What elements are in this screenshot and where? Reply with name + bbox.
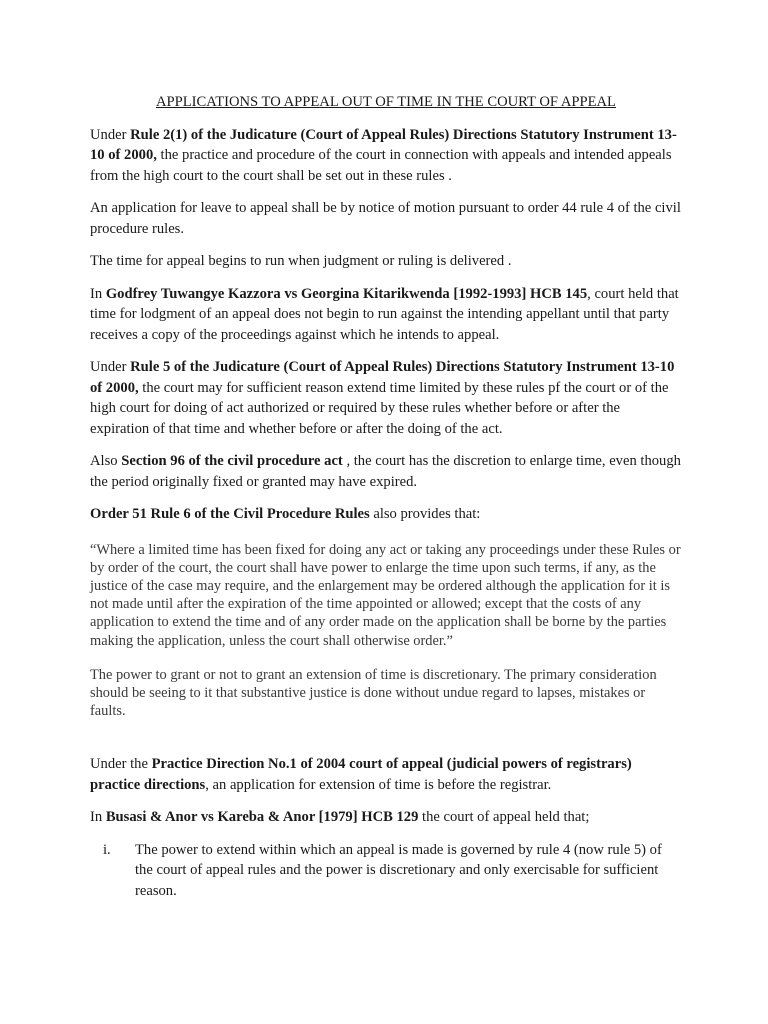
- text-run: , court held that time for lodgment of an appeal does not begin to run against the intending appellant until that party receives a copy of the proceedings against which he intends to appeal.: [90, 285, 679, 343]
- paragraph-leave-to-appeal: An application for leave to appeal shall be by notice of motion pursuant to order 44 rule 4 of the civil procedure rules.: [90, 200, 681, 237]
- citation-bold: Rule 5 of the Judicature (Court of Appeal Rules) Directions Statutory Instrument 13-10 of 2000,: [90, 359, 675, 396]
- paragraph-kazzora-case: [90, 284, 682, 346]
- text-run: In: [90, 809, 106, 826]
- case-citation-bold: Godfrey Tuwangye Kazzora vs Georgina Kitarikwenda [1992-1993] HCB 145: [105, 285, 588, 302]
- text-run: Under: [90, 359, 131, 375]
- paragraph-practice-direction: [90, 754, 682, 795]
- list-item-text: The power to extend within which an appeal is made is governed by rule 4 (now rule 5) of the court of appeal rules and the power is discretionary and only exercisable for sufficient reason.: [135, 841, 662, 899]
- citation-bold: Practice Direction No.1 of 2004 court of appeal (judicial powers of registrars) practice directions: [90, 756, 632, 793]
- list-item: [90, 840, 682, 902]
- paragraph-busasi-case: [90, 807, 682, 828]
- text-run: the court of appeal held that;: [418, 809, 590, 826]
- citation-bold: Section 96 of the civil procedure act: [121, 453, 343, 469]
- document-title: APPLICATIONS TO APPEAL OUT OF TIME IN THE COURT OF APPEAL: [156, 94, 616, 110]
- paragraph-section-96: [90, 451, 682, 492]
- text-run: the court may for sufficient reason extend time limited by these rules pf the court or of the high court for doing of act authorized or required by these rules whether before or after the expiration of that time and whether before or after the doing of the act.: [90, 379, 669, 437]
- text-run: , an application for extension of time is before the registrar.: [205, 776, 552, 793]
- paragraph-rule-5: [90, 357, 682, 439]
- case-citation-bold: Busasi & Anor vs Kareba & Anor [1979] HCB 129: [105, 809, 419, 826]
- citation-bold: Rule 2(1) of the Judicature (Court of Appeal Rules) Directions Statutory Instrument 13-10 of 2000,: [90, 126, 677, 163]
- text-run: In: [90, 285, 106, 302]
- text-run: Also: [90, 453, 122, 469]
- paragraph-order-51: [90, 504, 682, 525]
- list-number: i.: [103, 841, 111, 858]
- text-run: also provides that:: [369, 506, 481, 522]
- spacer: [90, 732, 682, 754]
- paragraph-discretionary-power: The power to grant or not to grant an extension of time is discretionary. The primary consideration should be seeing to it that substantive justice is done without undue regard to lapses, mistakes or faults.: [90, 666, 657, 720]
- paragraph-time-for-appeal: The time for appeal begins to run when judgment or ruling is delivered .: [90, 253, 512, 269]
- text-run: the practice and procedure of the court in connection with appeals and intended appeals from the high court to the court shall be set out in these rules .: [90, 147, 672, 184]
- paragraph-rule-2-1: [90, 125, 682, 187]
- quoted-rule-text: “Where a limited time has been fixed for doing any act or taking any proceedings under these Rules or by order of the court, the court shall have power to enlarge the time upon such terms, if any, as the justice of the case may require, and the enlargement may be ordered although the application for it is not made until after the expiration of the time appointed or allowed; except that the costs of any application to extend the time and of any order made on the application shall be borne by the parties making the application, unless the court shall otherwise order.”: [90, 541, 681, 649]
- text-run: Under the: [90, 756, 152, 773]
- document-page: [90, 92, 682, 913]
- text-run: , the court has the discretion to enlarge time, even though the period originally fixed or granted may have expired.: [90, 453, 681, 490]
- citation-bold: Order 51 Rule 6 of the Civil Procedure Rules: [90, 506, 370, 522]
- text-run: Under: [90, 126, 131, 143]
